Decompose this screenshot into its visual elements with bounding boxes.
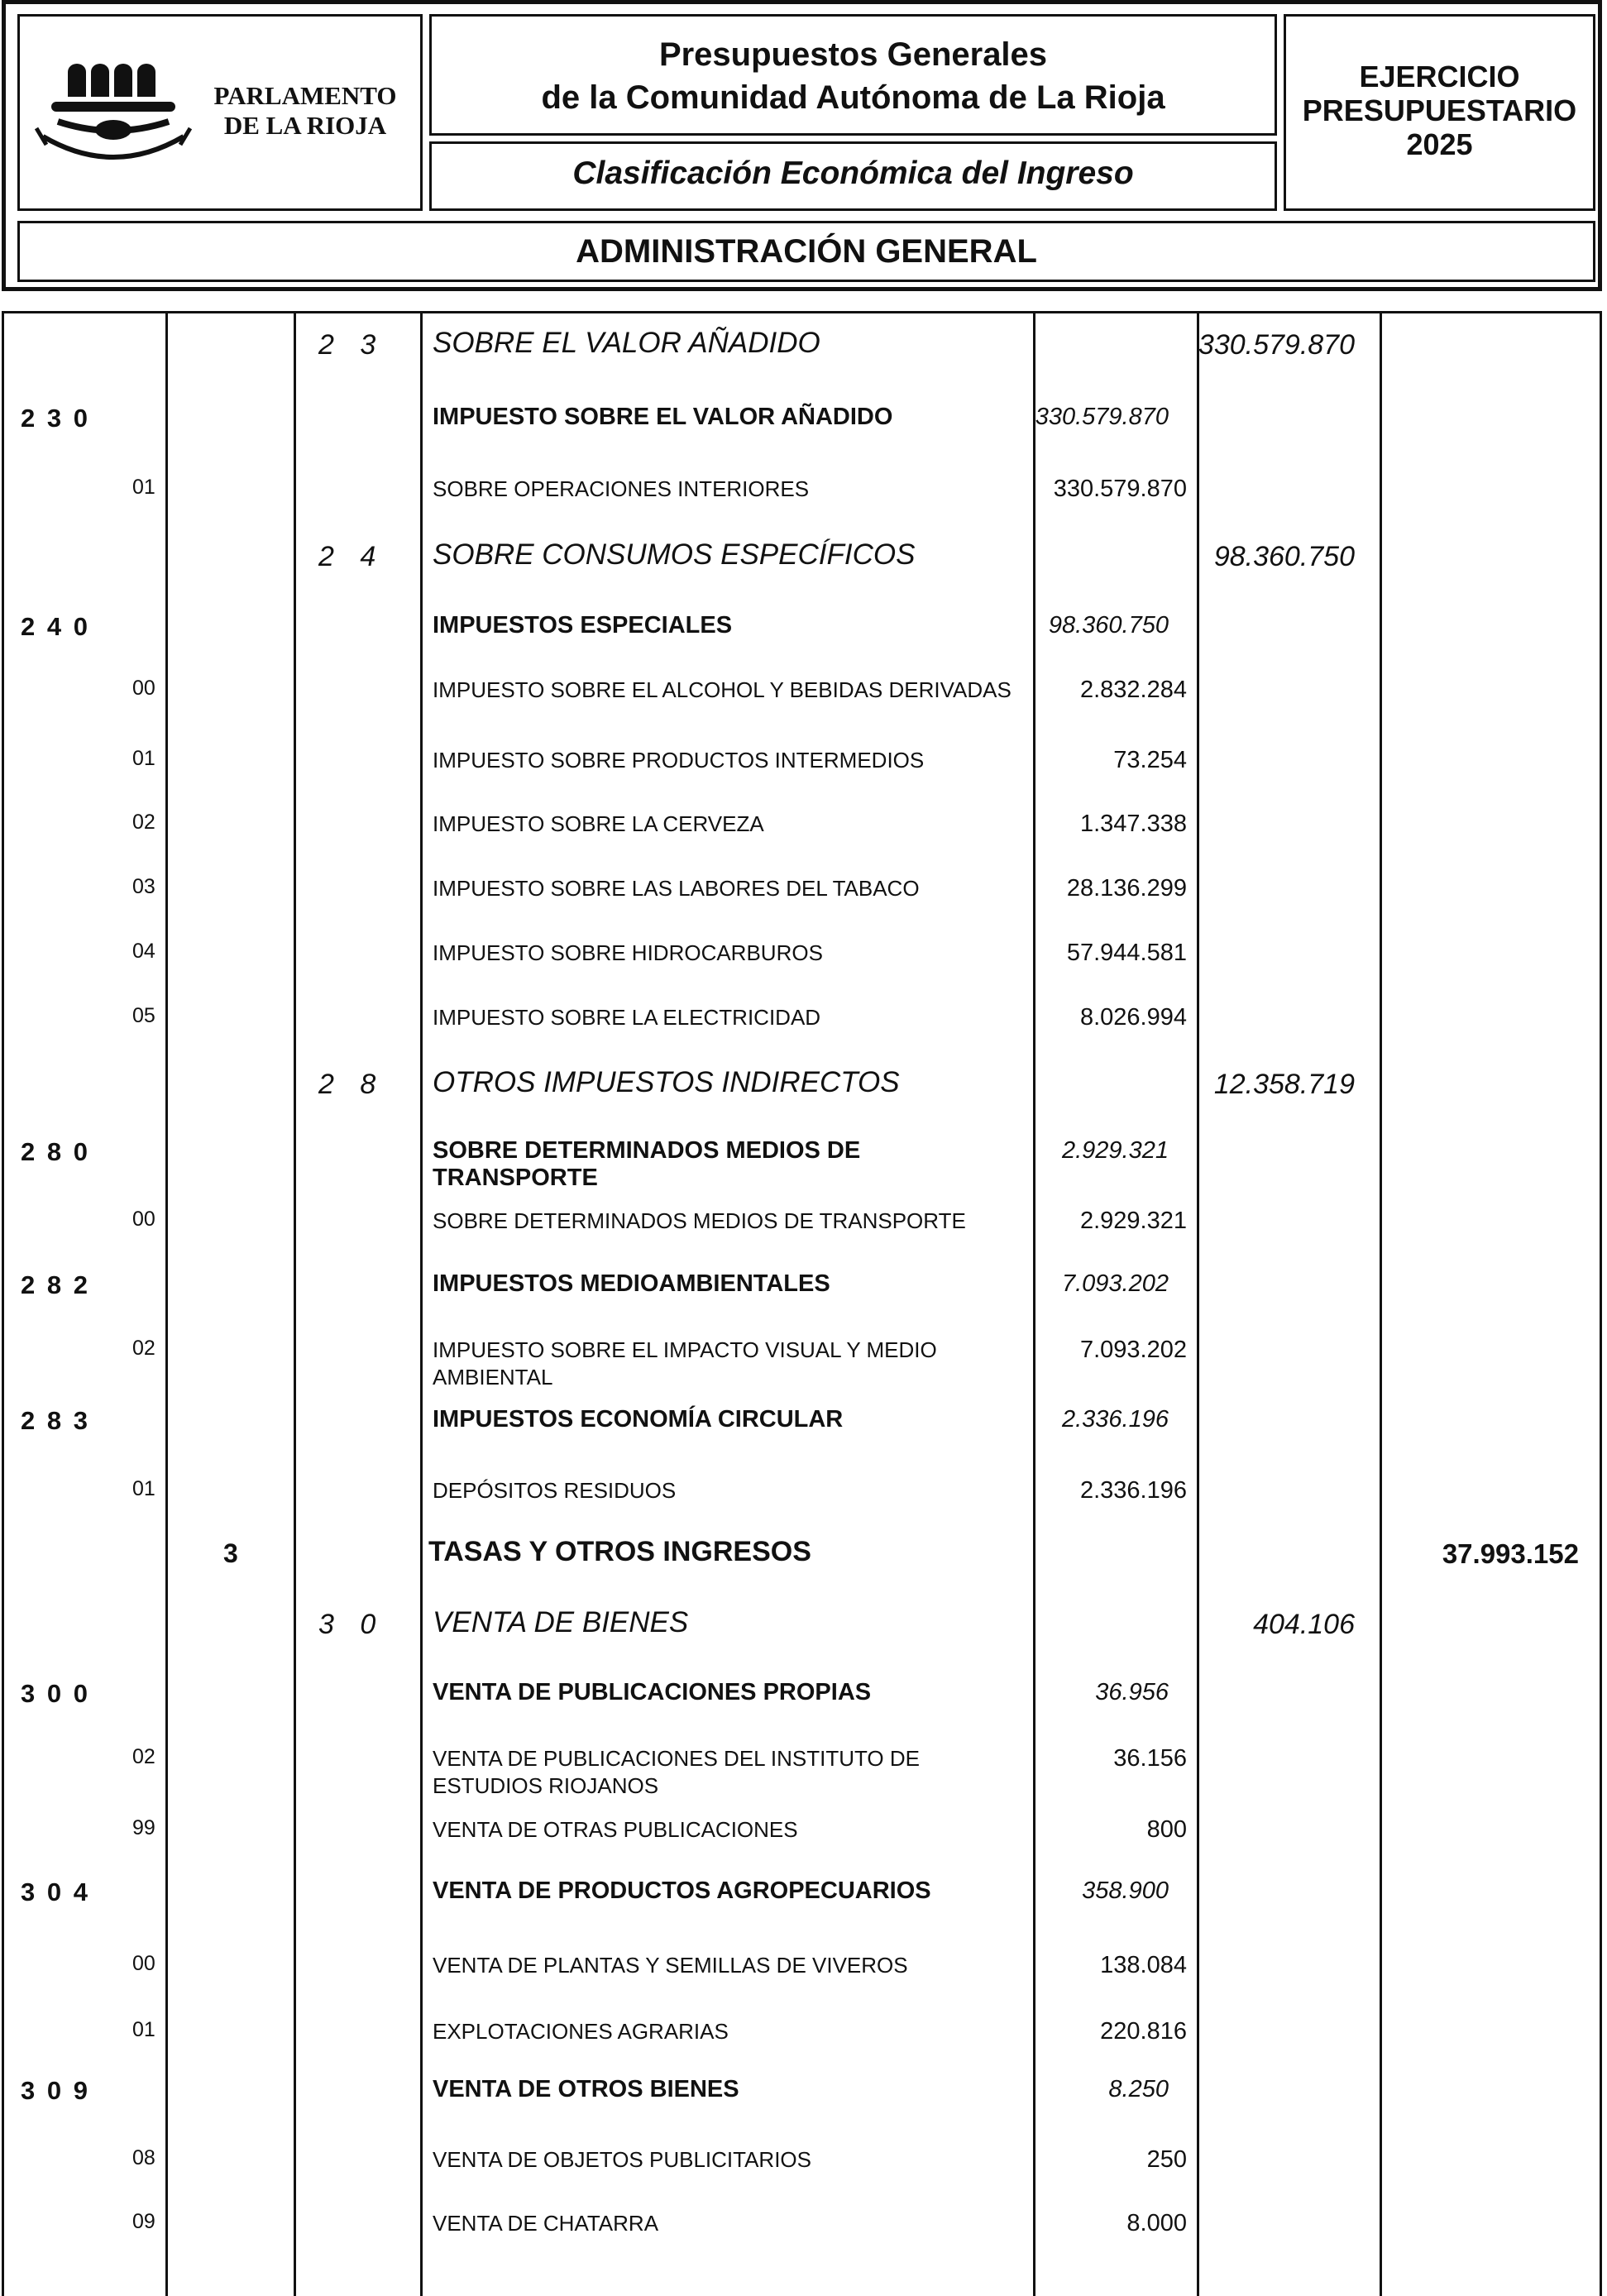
article-amount: 2.929.321 [1079, 1208, 1187, 1234]
row-description: VENTA DE CHATARRA [433, 2211, 659, 2236]
title-box [429, 14, 1277, 136]
year-line-2: PRESUPUESTARIO [1302, 93, 1577, 127]
column-divider [165, 311, 168, 2296]
section-box [17, 221, 1595, 282]
article-amount: 8.250 [1108, 2076, 1169, 2102]
fiscal-year [1286, 60, 1593, 161]
logo-box [17, 14, 423, 211]
year-value: 2025 [1406, 127, 1473, 161]
title-line-2: de la Comunidad Autónoma de La Rioja [541, 79, 1165, 116]
concept-amount: 404.106 [1253, 1609, 1355, 1640]
subconcept-code: 00 [132, 1208, 155, 1231]
column-divider [294, 311, 296, 2296]
article-code: 3 0 4 [21, 1877, 88, 1906]
subconcept-code: 00 [132, 1952, 155, 1975]
article-amount: 36.156 [1113, 1745, 1187, 1772]
fiscal-year-box [1284, 14, 1595, 211]
section-title: ADMINISTRACIÓN GENERAL [576, 233, 1037, 270]
row-description: SOBRE EL VALOR AÑADIDO [433, 327, 820, 359]
row-description: IMPUESTO SOBRE PRODUCTOS INTERMEDIOS [433, 748, 925, 773]
article-amount: 358.900 [1082, 1877, 1169, 1904]
article-amount: 220.816 [1100, 2018, 1187, 2045]
subconcept-code: 00 [132, 677, 155, 700]
row-description: IMPUESTO SOBRE EL ALCOHOL Y BEBIDAS DERIVADAS [433, 677, 1012, 702]
row-description: IMPUESTO SOBRE EL IMPACTO VISUAL Y MEDIO AMBIENTAL [433, 1337, 937, 1390]
article-code: 2 4 0 [21, 612, 88, 641]
year-line-1: EJERCICIO [1359, 60, 1520, 93]
row-description: DEPÓSITOS RESIDUOS [433, 1478, 677, 1503]
article-amount: 8.026.994 [1079, 1004, 1187, 1031]
title-line-1: Presupuestos Generales [658, 36, 1048, 73]
concept-amount: 98.360.750 [1213, 541, 1355, 572]
article-amount: 28.136.299 [1066, 875, 1187, 902]
concept-code: 2 3 [318, 329, 376, 361]
parliament-logo-icon [35, 54, 192, 178]
parliament-name: PARLAMENTO DE LA RIOJA [213, 81, 397, 140]
row-description: SOBRE CONSUMOS ESPECÍFICOS [433, 538, 916, 571]
budget-table [2, 311, 1602, 2296]
subconcept-code: 04 [132, 940, 155, 963]
article-amount: 98.360.750 [1048, 612, 1169, 639]
row-description: IMPUESTOS MEDIOAMBIENTALES [433, 1270, 830, 1297]
concept-amount: 12.358.719 [1213, 1069, 1355, 1100]
article-code: 2 8 0 [21, 1137, 88, 1166]
document-subtitle: Clasificación Económica del Ingreso [572, 155, 1134, 191]
subconcept-code: 08 [132, 2146, 155, 2169]
column-divider [1380, 311, 1382, 2296]
subconcept-code: 02 [132, 1337, 155, 1360]
document-title [432, 33, 1275, 119]
concept-amount: 330.579.870 [1198, 329, 1355, 361]
row-description: IMPUESTOS ESPECIALES [433, 612, 733, 639]
chapter-code: 3 [223, 1538, 238, 1568]
subconcept-code: 01 [132, 2018, 155, 2041]
article-amount: 73.254 [1113, 747, 1187, 773]
subconcept-code: 03 [132, 875, 155, 898]
row-description: VENTA DE OTRAS PUBLICACIONES [433, 1817, 798, 1842]
article-code: 2 8 3 [21, 1406, 88, 1435]
row-description: SOBRE OPERACIONES INTERIORES [433, 476, 810, 501]
concept-code: 2 8 [318, 1069, 376, 1100]
concept-code: 2 4 [318, 541, 376, 572]
row-description: OTROS IMPUESTOS INDIRECTOS [433, 1066, 900, 1098]
article-amount: 2.336.196 [1061, 1406, 1169, 1433]
row-description: VENTA DE OTROS BIENES [433, 2076, 739, 2102]
row-description: SOBRE DETERMINADOS MEDIOS DE TRANSPORTE [433, 1208, 966, 1233]
row-description: IMPUESTO SOBRE HIDROCARBUROS [433, 940, 823, 965]
article-amount: 2.336.196 [1079, 1477, 1187, 1504]
article-amount: 57.944.581 [1066, 940, 1187, 966]
row-description: IMPUESTO SOBRE EL VALOR AÑADIDO [433, 404, 893, 430]
row-description: IMPUESTO SOBRE LA CERVEZA [433, 811, 764, 836]
subconcept-code: 09 [132, 2210, 155, 2233]
article-code: 3 0 0 [21, 1679, 88, 1708]
article-amount: 330.579.870 [1053, 476, 1187, 502]
article-amount: 138.084 [1100, 1952, 1187, 1978]
article-code: 3 0 9 [21, 2076, 88, 2105]
article-amount: 36.956 [1095, 1679, 1169, 1705]
article-amount: 7.093.202 [1079, 1337, 1187, 1363]
chapter-amount: 37.993.152 [1442, 1538, 1579, 1569]
subconcept-code: 05 [132, 1004, 155, 1027]
column-divider [1197, 311, 1199, 2296]
row-description: IMPUESTO SOBRE LA ELECTRICIDAD [433, 1005, 821, 1030]
article-amount: 800 [1146, 1816, 1187, 1843]
article-amount: 1.347.338 [1079, 811, 1187, 837]
row-description: VENTA DE PUBLICACIONES DEL INSTITUTO DE ESTUDIOS RIOJANOS [433, 1746, 920, 1798]
column-divider [1033, 311, 1035, 2296]
subconcept-code: 02 [132, 1745, 155, 1768]
article-amount: 330.579.870 [1035, 404, 1169, 430]
row-description: SOBRE DETERMINADOS MEDIOS DE TRANSPORTE [433, 1137, 861, 1191]
subconcept-code: 02 [132, 811, 155, 834]
subtitle-box [429, 141, 1277, 211]
concept-code: 3 0 [318, 1609, 376, 1640]
subconcept-code: 01 [132, 747, 155, 770]
row-description: VENTA DE BIENES [433, 1606, 689, 1638]
article-amount: 2.832.284 [1079, 677, 1187, 703]
row-description: IMPUESTOS ECONOMÍA CIRCULAR [433, 1406, 844, 1433]
column-divider [420, 311, 423, 2296]
article-code: 2 8 2 [21, 1270, 88, 1299]
row-description: VENTA DE PLANTAS Y SEMILLAS DE VIVEROS [433, 1953, 908, 1978]
subconcept-code: 99 [132, 1816, 155, 1839]
article-amount: 8.000 [1126, 2210, 1187, 2236]
row-description: EXPLOTACIONES AGRARIAS [433, 2019, 729, 2044]
article-amount: 2.929.321 [1061, 1137, 1169, 1164]
article-code: 2 3 0 [21, 404, 88, 433]
row-description: IMPUESTO SOBRE LAS LABORES DEL TABACO [433, 876, 920, 901]
row-description: VENTA DE PRODUCTOS AGROPECUARIOS [433, 1877, 931, 1904]
row-description: VENTA DE OBJETOS PUBLICITARIOS [433, 2147, 811, 2172]
subconcept-code: 01 [132, 476, 155, 499]
article-amount: 7.093.202 [1061, 1270, 1169, 1297]
document-header [2, 0, 1602, 291]
row-description: TASAS Y OTROS INGRESOS [428, 1536, 811, 1567]
subconcept-code: 01 [132, 1477, 155, 1500]
row-description: VENTA DE PUBLICACIONES PROPIAS [433, 1679, 872, 1705]
article-amount: 250 [1146, 2146, 1187, 2173]
